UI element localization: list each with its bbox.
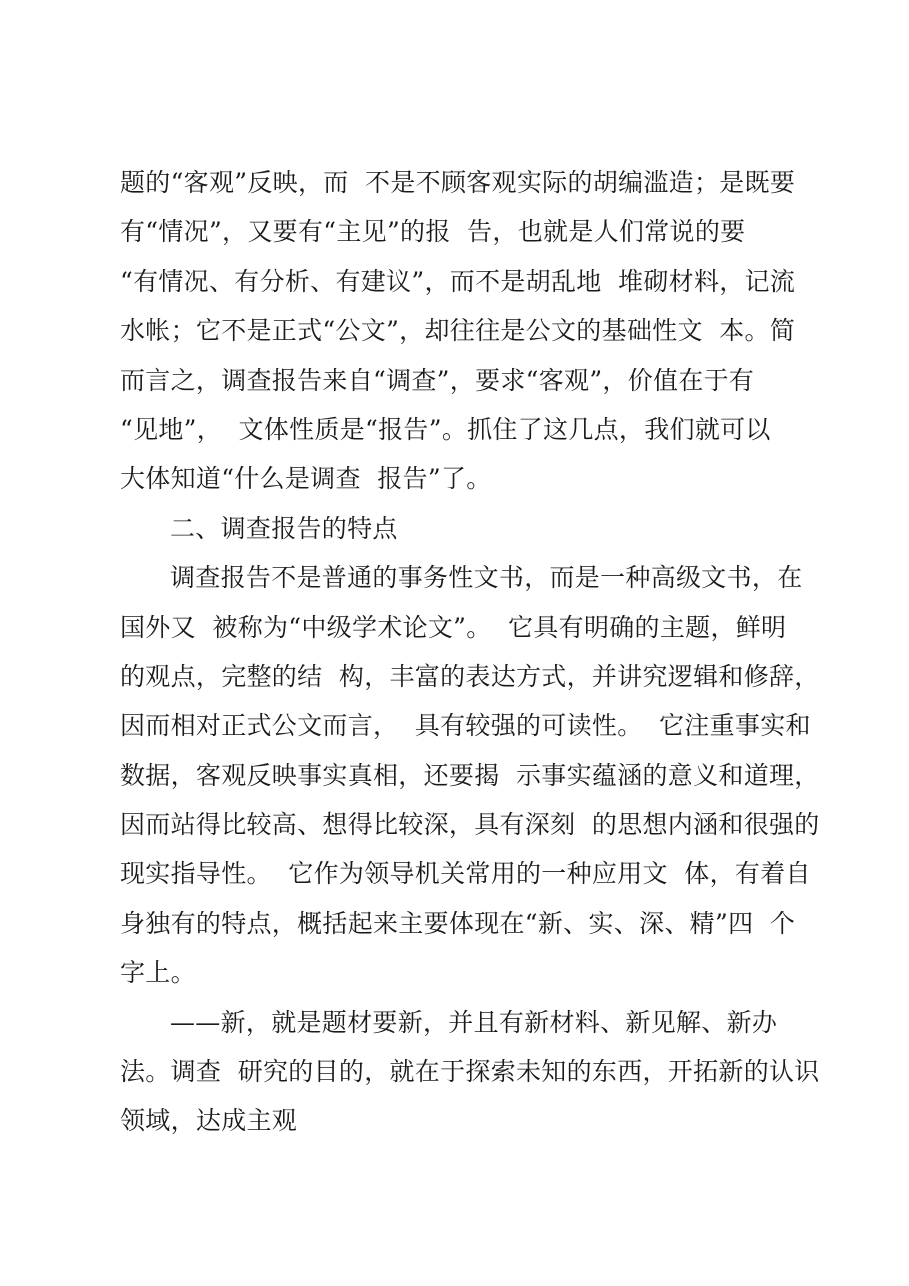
text-line: 身独有的特点，概括起来主要体现在“新、实、深、精”四 个 [120,908,796,938]
section-heading: 二、调查报告的特点 [170,513,398,543]
text-line: 水帐；它不是正式“公文”，却往往是公文的基础性文 本。简 [120,316,796,346]
paragraph-start: ——新，就是题材要新，并且有新材料、新见解、新办 [170,1007,778,1037]
text-line: 领域，达成主观 [120,1106,298,1136]
text-line: 因而站得比较高、想得比较深，具有深刻 的思想内涵和很强的 [120,810,820,840]
text-line: 数据，客观反映事实真相，还要揭 示事实蕴涵的意义和道理， [120,760,820,790]
text-line: 有“情况”，又要有“主见”的报 告，也就是人们常说的要 [120,217,746,247]
body-text [120,158,820,1146]
text-line: 而言之，调查报告来自“调查”，要求“客观”，价值在于有 [120,365,755,395]
text-line: “见地”， 文体性质是“报告”。抓住了这几点，我们就可以 [120,414,771,444]
text-line: 题的“客观”反映，而 不是不顾客观实际的胡编滥造；是既要 [120,168,796,197]
paragraph-start: 调查报告不是普通的事务性文书，而是一种高级文书，在 [170,563,803,593]
text-line: 字上。 [120,958,196,988]
text-line: 国外又 被称为“中级学术论文”。 它具有明确的主题，鲜明 [120,612,787,642]
text-line: 法。调查 研究的目的，就在于探索未知的东西，开拓新的认识 [120,1057,820,1087]
text-line: 的观点，完整的结 构，丰富的表达方式，并讲究逻辑和修辞， [120,661,820,691]
text-line: “有情况、有分析、有建议”，而不是胡乱地 堆砌材料，记流 [120,266,796,296]
text-line: 因而相对正式公文而言， 具有较强的可读性。 它注重事实和 [120,711,811,741]
text-line: 现实指导性。 它作为领导机关常用的一种应用文 体，有着自 [120,859,811,889]
text-line: 大体知道“什么是调查 报告”了。 [120,464,492,494]
